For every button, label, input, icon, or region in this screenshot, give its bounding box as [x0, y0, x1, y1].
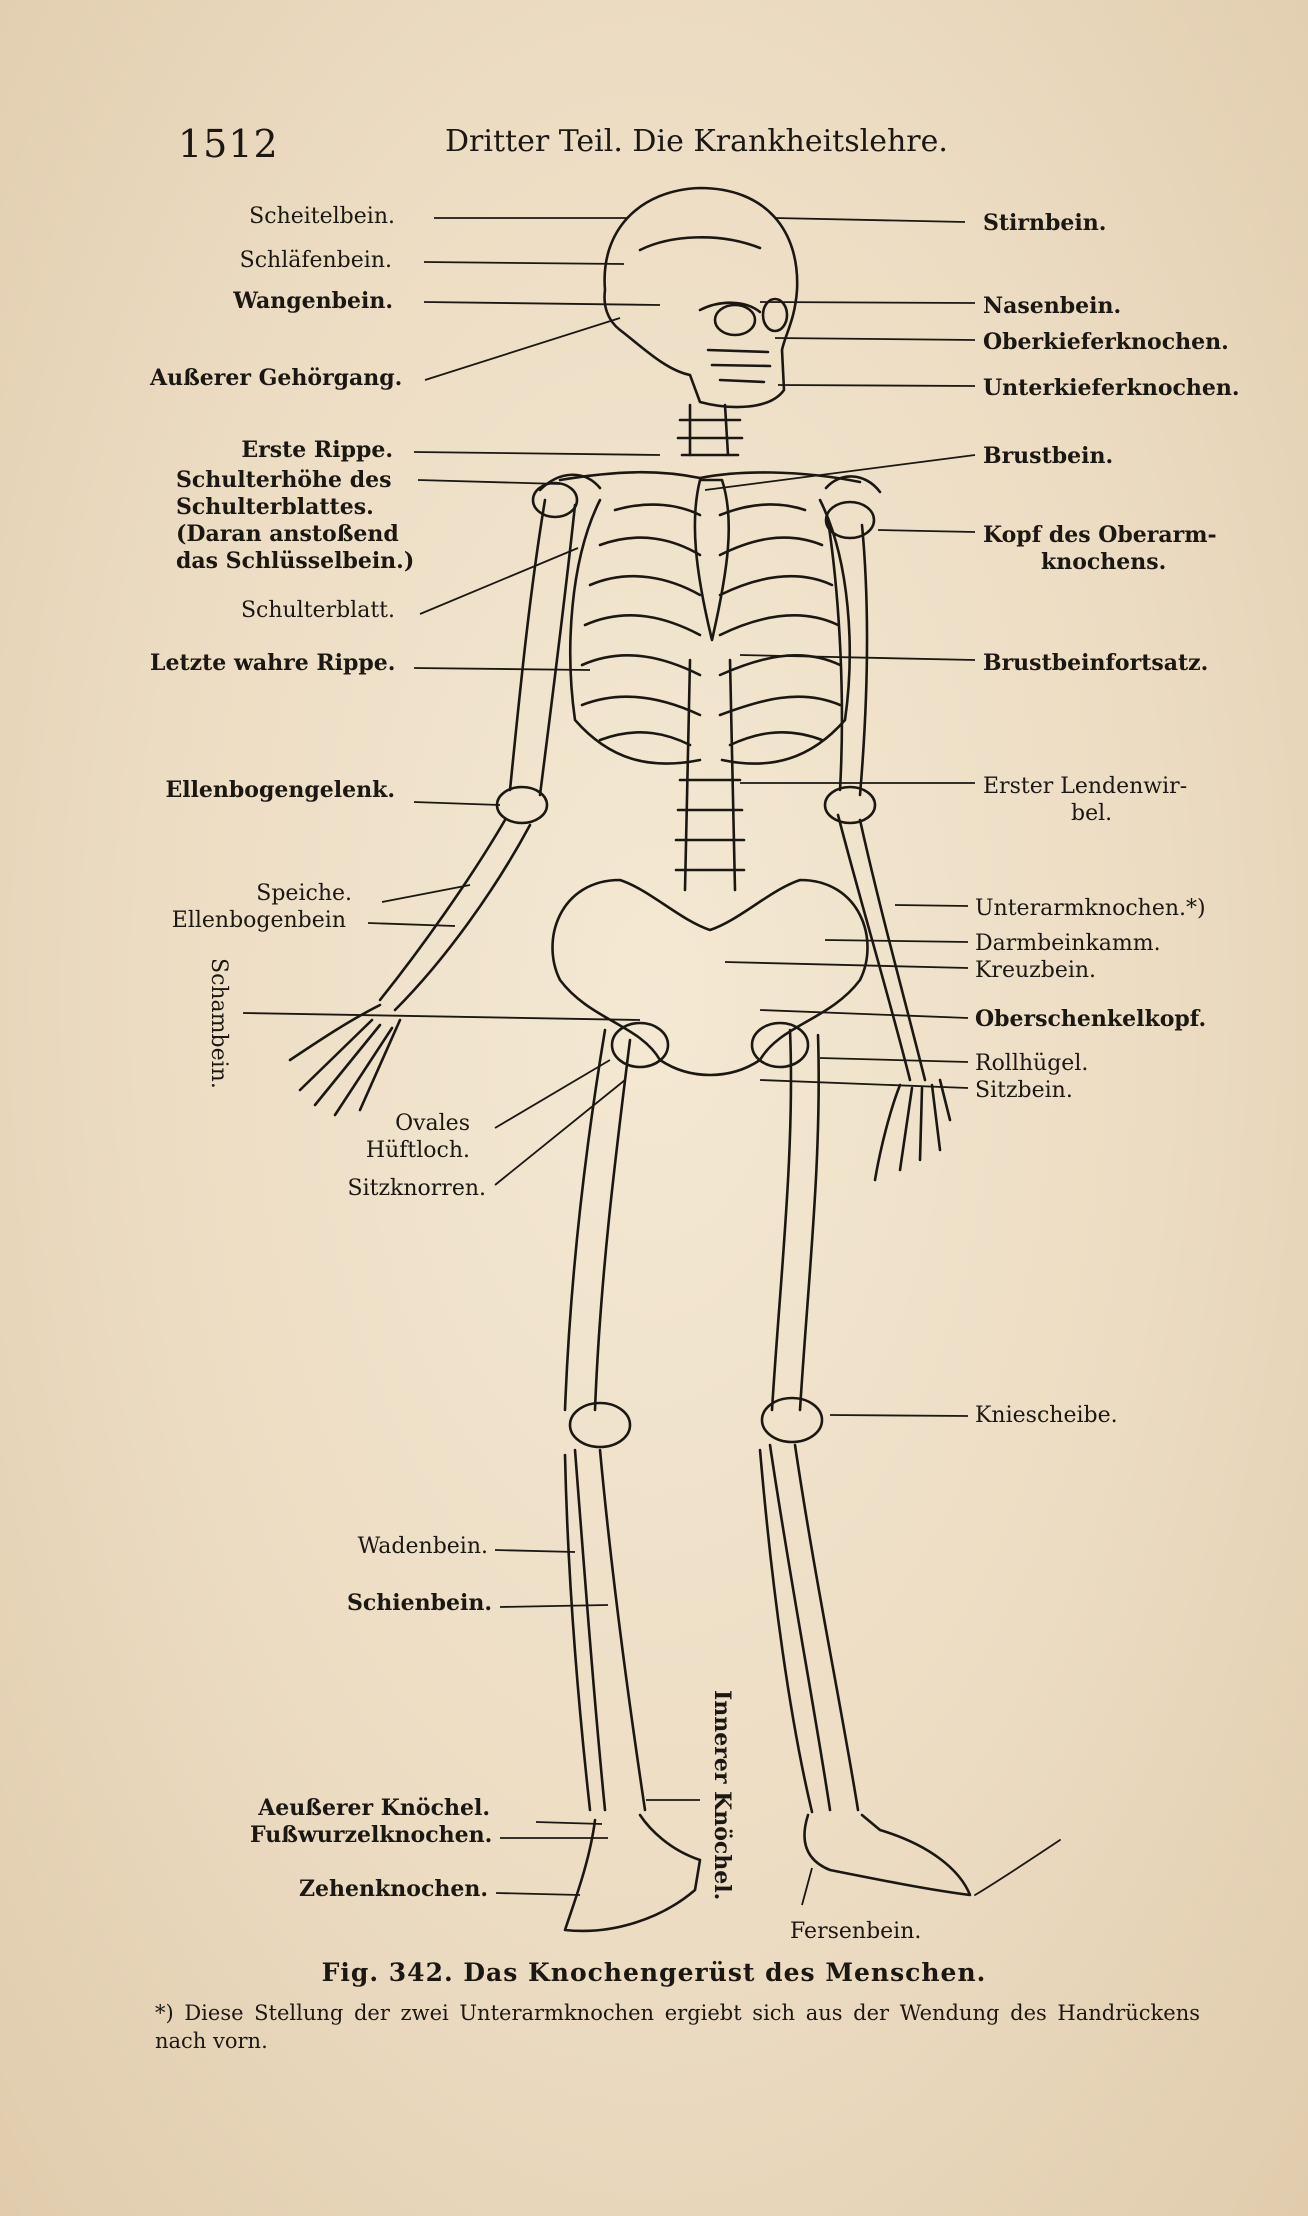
label-sitzbein: Sitzbein.: [975, 1078, 1073, 1103]
lumbar-spine: [685, 660, 735, 890]
forearm-right: [838, 815, 925, 1080]
sternum: [695, 480, 729, 640]
label-oberschenkelkopf: Oberschenkelkopf.: [975, 1006, 1207, 1032]
label-schambein: Schambein.: [206, 958, 231, 1089]
running-head: Dritter Teil. Die Krankheitslehre.: [445, 124, 948, 159]
label-nasenbein: Nasenbein.: [983, 293, 1122, 319]
label-kopf-oberarm: Kopf des Oberarm- knochens.: [983, 522, 1217, 575]
label-sitzknorren: Sitzknorren.: [347, 1176, 486, 1201]
label-kniescheibe: Kniescheibe.: [975, 1403, 1118, 1428]
label-ovales-hueftloch: Ovales Hüftloch.: [365, 1111, 470, 1163]
label-scheitelbein: Scheitelbein.: [249, 204, 395, 229]
label-rollhuegel: Rollhügel.: [975, 1051, 1089, 1076]
label-erste-rippe: Erste Rippe.: [241, 437, 393, 463]
label-stirnbein: Stirnbein.: [983, 210, 1107, 236]
femur-left: [565, 1030, 630, 1410]
label-ellenbogengelenk: Ellenbogengelenk.: [165, 777, 395, 803]
tibia-right: [770, 1445, 858, 1810]
label-ellenbogenbein: Ellenbogenbein: [171, 908, 346, 933]
label-gehoergang: Außerer Gehörgang.: [150, 365, 403, 391]
label-schienbein: Schienbein.: [346, 1590, 492, 1616]
foot-left: [565, 1815, 700, 1931]
cervical-spine: [690, 405, 728, 455]
label-speiche: Speiche.: [256, 881, 352, 906]
label-unterarmknochen: Unterarmknochen.*): [975, 896, 1206, 921]
label-brustbeinfortsatz: Brustbeinfortsatz.: [983, 650, 1209, 676]
label-letzte-rippe: Letzte wahre Rippe.: [150, 650, 396, 676]
upper-arm-left: [510, 500, 575, 795]
label-erster-lendenwirbel: Erster Lendenwir- bel.: [983, 774, 1188, 826]
label-wadenbein: Wadenbein.: [357, 1534, 488, 1559]
skull: [605, 188, 798, 407]
label-unterkieferknochen: Unterkieferknochen.: [983, 375, 1240, 401]
label-kreuzbein: Kreuzbein.: [975, 958, 1097, 983]
label-fersenbein: Fersenbein.: [790, 1919, 922, 1944]
page-number: 1512: [178, 122, 279, 166]
figure-caption: Fig. 342. Das Knochengerüst des Menschen.: [321, 1958, 987, 1987]
foot-right: [804, 1815, 970, 1895]
label-wangenbein: Wangenbein.: [233, 288, 393, 314]
fibula-left: [565, 1455, 590, 1810]
label-aeusserer-knoechel: Aeußerer Knöchel.: [258, 1795, 490, 1821]
label-zehenknochen: Zehenknochen.: [299, 1876, 488, 1902]
label-innerer-knoechel: Innerer Knöchel.: [709, 1690, 735, 1901]
label-fusswurzelknochen: Fußwurzelknochen.: [250, 1822, 493, 1848]
hand-right: [875, 1080, 950, 1180]
label-schulterblatt: Schulterblatt.: [240, 598, 395, 623]
skeleton-drawing: [290, 188, 1060, 1931]
footnote: *) Diese Stellung der zwei Unterarmknochen ergiebt sich aus der Wendung des Handrückens nach vorn.: [155, 2001, 1200, 2053]
label-schulterhoehe: Schulterhöhe des Schulterblattes. (Daran anstoßend das Schlüsselbein.): [176, 467, 415, 574]
label-oberkieferknochen: Oberkieferknochen.: [983, 329, 1229, 355]
pelvis: [553, 880, 868, 1075]
label-schlaefenbein: Schläfenbein.: [239, 248, 392, 273]
label-darmbeinkamm: Darmbeinkamm.: [975, 931, 1161, 956]
forearm-left: [380, 820, 530, 1010]
femur-right: [772, 1030, 819, 1410]
hand-left: [290, 1005, 400, 1115]
label-brustbein: Brustbein.: [983, 443, 1114, 469]
